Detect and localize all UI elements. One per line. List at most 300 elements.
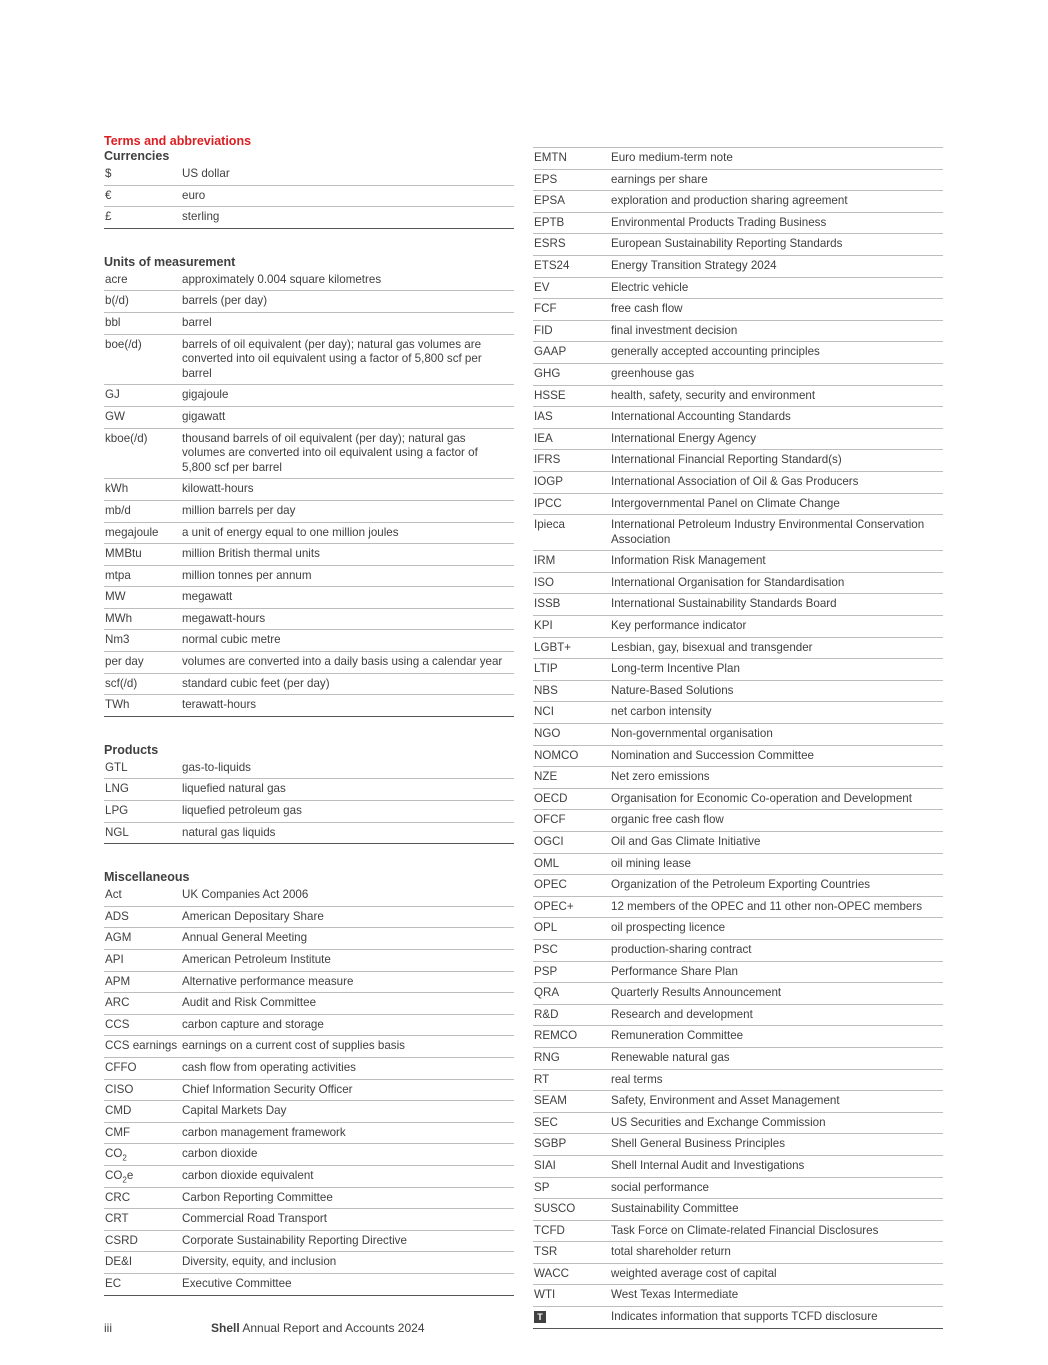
term-abbreviation — [534, 389, 611, 404]
term-abbreviation-text: $ — [105, 167, 112, 180]
term-abbreviation — [534, 216, 611, 231]
glossary-row — [104, 993, 514, 1015]
term-definition: Research and development — [611, 1007, 753, 1021]
term-abbreviation — [534, 1008, 611, 1023]
term-abbreviation-text: IFRS — [534, 453, 561, 467]
term-abbreviation — [534, 1051, 611, 1066]
term-abbreviation-text: CMD — [105, 1104, 132, 1118]
term-abbreviation — [534, 259, 611, 274]
term-abbreviation-text: EC — [105, 1276, 122, 1290]
glossary-row — [104, 1080, 514, 1102]
section-heading: Miscellaneous — [104, 870, 190, 885]
term-definition: Organisation for Economic Co-operation and Development — [611, 791, 912, 805]
term-abbreviation — [105, 1212, 182, 1227]
term-abbreviation — [534, 662, 611, 677]
term-abbreviation — [534, 302, 611, 317]
term-definition: thousand barrels of oil equivalent (per day); natural gas volumes are converted into oil equivalent using a factor of 5,800 scf per barrel — [182, 431, 478, 474]
term-abbreviation — [105, 1126, 182, 1141]
term-abbreviation-text: CRC — [105, 1190, 131, 1204]
term-abbreviation-text: EPS — [534, 172, 558, 186]
term-abbreviation — [534, 497, 611, 512]
glossary-row — [533, 616, 943, 638]
term-abbreviation-text: mtpa — [105, 568, 131, 582]
term-abbreviation — [105, 931, 182, 946]
term-abbreviation-text: scf(/d) — [105, 676, 138, 690]
term-abbreviation-suffix: e — [126, 1168, 134, 1182]
term-abbreviation — [105, 504, 182, 519]
term-definition: gas-to-liquids — [182, 760, 251, 774]
term-abbreviation — [534, 900, 611, 915]
glossary-row — [104, 566, 514, 588]
term-abbreviation-text: MW — [105, 590, 126, 604]
term-abbreviation — [534, 173, 611, 188]
term-definition: carbon dioxide equivalent — [182, 1168, 314, 1182]
glossary-row — [104, 885, 514, 907]
glossary-row — [533, 450, 943, 472]
term-abbreviation — [105, 1255, 182, 1270]
glossary-row — [533, 429, 943, 451]
term-abbreviation-text: API — [105, 953, 124, 966]
term-abbreviation-text: GJ — [105, 388, 120, 402]
term-abbreviation — [105, 1039, 182, 1054]
glossary-row — [533, 321, 943, 343]
term-abbreviation — [534, 792, 611, 807]
term-definition: barrels of oil equivalent (per day); natural gas volumes are converted into oil equivalent using a factor of 5,800 scf per barrel — [182, 337, 482, 380]
glossary-row — [533, 918, 943, 940]
term-definition: West Texas Intermediate — [611, 1288, 739, 1302]
glossary-row — [533, 234, 943, 256]
glossary-row — [533, 638, 943, 660]
term-definition: Alternative performance measure — [182, 974, 354, 988]
term-abbreviation — [534, 475, 611, 490]
glossary-row — [533, 746, 943, 768]
term-definition: natural gas liquids — [182, 825, 276, 839]
term-abbreviation — [534, 1224, 611, 1239]
term-definition: million barrels per day — [182, 503, 296, 517]
section-rows — [104, 270, 514, 717]
term-abbreviation — [534, 1073, 611, 1088]
term-definition: International Accounting Standards — [611, 410, 791, 424]
term-abbreviation-text: CISO — [105, 1082, 134, 1096]
term-abbreviation — [105, 888, 182, 903]
term-abbreviation — [534, 1116, 611, 1131]
glossary-section — [104, 870, 514, 1295]
term-abbreviation — [534, 237, 611, 252]
glossary-row — [104, 950, 514, 972]
term-abbreviation-text: kWh — [105, 482, 129, 496]
term-abbreviation-text: OPEC — [534, 878, 567, 892]
term-abbreviation-text: IEA — [534, 431, 553, 445]
term-abbreviation-text: € — [105, 188, 112, 202]
term-definition: Indicates information that supports TCFD disclosure — [611, 1310, 878, 1324]
footer-report-title: Annual Report and Accounts 2024 — [242, 1321, 425, 1335]
term-abbreviation-text: CRT — [105, 1212, 129, 1226]
term-abbreviation-text: OML — [534, 856, 560, 870]
term-abbreviation — [105, 1191, 182, 1206]
term-abbreviation — [105, 569, 182, 584]
section-rows — [104, 758, 514, 844]
glossary-section — [104, 255, 514, 717]
term-abbreviation-text: OPL — [534, 921, 558, 935]
term-definition: carbon management framework — [182, 1125, 346, 1139]
term-definition: Carbon Reporting Committee — [182, 1190, 333, 1204]
glossary-row — [533, 1285, 943, 1307]
term-abbreviation-text: CMF — [105, 1125, 131, 1139]
glossary-row — [104, 1274, 514, 1296]
term-abbreviation — [105, 761, 182, 776]
term-abbreviation — [105, 1104, 182, 1119]
glossary-row — [533, 1091, 943, 1113]
term-abbreviation — [534, 1267, 611, 1282]
glossary-row — [104, 758, 514, 780]
glossary-row — [533, 594, 943, 616]
term-abbreviation-text: GHG — [534, 366, 561, 380]
term-definition: earnings on a current cost of supplies basis — [182, 1039, 405, 1053]
section-heading: Products — [104, 742, 159, 757]
section-rows — [104, 164, 514, 229]
term-abbreviation — [534, 857, 611, 872]
term-definition: Intergovernmental Panel on Climate Change — [611, 496, 840, 510]
term-definition: oil prospecting licence — [611, 921, 726, 935]
term-definition: Shell Internal Audit and Investigations — [611, 1158, 805, 1172]
term-definition: Renewable natural gas — [611, 1050, 730, 1064]
glossary-row — [104, 587, 514, 609]
glossary-row — [533, 1221, 943, 1243]
glossary-row — [104, 164, 514, 186]
glossary-row — [104, 1252, 514, 1274]
term-definition: terawatt-hours — [182, 698, 257, 712]
term-abbreviation-text: SEAM — [534, 1094, 567, 1108]
term-definition: liquefied petroleum gas — [182, 804, 302, 818]
term-definition: final investment decision — [611, 323, 738, 337]
term-abbreviation-text: AGM — [105, 931, 132, 945]
term-definition: Diversity, equity, and inclusion — [182, 1255, 337, 1269]
term-definition: Environmental Products Trading Business — [611, 215, 827, 229]
glossary-row — [533, 659, 943, 681]
term-definition: gigajoule — [182, 388, 229, 402]
term-abbreviation-text: Nm3 — [105, 633, 130, 647]
term-abbreviation-text: £ — [105, 210, 112, 224]
term-abbreviation-text: EPTB — [534, 215, 565, 229]
page-number: iii — [104, 1321, 112, 1335]
glossary-section — [104, 149, 514, 229]
glossary-row — [533, 1005, 943, 1027]
term-definition: Oil and Gas Climate Initiative — [611, 835, 761, 848]
term-definition: normal cubic metre — [182, 633, 281, 647]
glossary-row — [104, 479, 514, 501]
glossary-row — [533, 832, 943, 854]
term-definition: Annual General Meeting — [182, 931, 308, 945]
term-abbreviation-text: CCS — [105, 1017, 130, 1031]
term-abbreviation — [534, 878, 611, 893]
term-abbreviation-text: MWh — [105, 611, 133, 625]
term-abbreviation — [105, 547, 182, 562]
term-definition: liquefied natural gas — [182, 782, 286, 796]
section-heading: Units of measurement — [104, 254, 236, 269]
term-abbreviation-text: IAS — [534, 410, 553, 424]
term-abbreviation — [105, 526, 182, 541]
term-definition: International Association of Oil & Gas Producers — [611, 474, 859, 488]
term-abbreviation-text: LGBT+ — [534, 640, 572, 654]
term-definition: sterling — [182, 210, 220, 224]
term-abbreviation — [534, 281, 611, 296]
term-abbreviation-text: boe(/d) — [105, 337, 142, 351]
glossary-row — [533, 1242, 943, 1264]
glossary-row — [104, 928, 514, 950]
glossary-row — [533, 724, 943, 746]
glossary-row — [104, 544, 514, 566]
term-abbreviation — [105, 338, 182, 382]
glossary-row — [533, 1026, 943, 1048]
term-definition: Electric vehicle — [611, 280, 689, 294]
glossary-row — [533, 515, 943, 551]
glossary-row — [104, 609, 514, 631]
term-abbreviation — [105, 189, 182, 204]
glossary-row — [533, 299, 943, 321]
term-definition: exploration and production sharing agreement — [611, 194, 848, 208]
term-abbreviation — [105, 782, 182, 797]
term-definition: Chief Information Security Officer — [182, 1082, 353, 1096]
page-title: Terms and abbreviations — [104, 134, 252, 148]
term-abbreviation — [534, 705, 611, 720]
term-abbreviation — [534, 1159, 611, 1174]
term-definition: Performance Share Plan — [611, 964, 738, 978]
term-abbreviation-text: IPCC — [534, 496, 562, 510]
term-definition: Commercial Road Transport — [182, 1212, 327, 1226]
term-definition: million British thermal units — [182, 547, 320, 561]
glossary-row — [533, 472, 943, 494]
term-abbreviation — [534, 813, 611, 828]
glossary-row — [533, 386, 943, 408]
term-abbreviation — [534, 151, 611, 166]
term-abbreviation — [105, 996, 182, 1011]
term-abbreviation-text: FID — [534, 323, 553, 337]
glossary-row — [104, 335, 514, 386]
term-definition: Euro medium-term note — [611, 151, 733, 164]
term-abbreviation — [105, 677, 182, 692]
term-abbreviation — [105, 210, 182, 225]
term-abbreviation — [534, 518, 611, 547]
term-definition: free cash flow — [611, 302, 683, 316]
term-abbreviation — [534, 1094, 611, 1109]
term-abbreviation — [105, 975, 182, 990]
tcfd-badge-icon: T — [534, 1311, 546, 1323]
term-definition: weighted average cost of capital — [611, 1266, 777, 1280]
term-abbreviation-text: EV — [534, 280, 550, 294]
term-definition: cash flow from operating activities — [182, 1060, 356, 1074]
glossary-row — [104, 1058, 514, 1080]
term-abbreviation — [534, 770, 611, 785]
term-definition: carbon dioxide — [182, 1147, 258, 1161]
glossary-row — [104, 270, 514, 292]
left-column — [104, 133, 514, 1322]
term-definition: European Sustainability Reporting Standards — [611, 237, 843, 251]
term-definition: Audit and Risk Committee — [182, 996, 317, 1010]
term-abbreviation — [105, 826, 182, 841]
term-abbreviation-text: CCS earnings — [105, 1039, 178, 1053]
term-abbreviation-text: CFFO — [105, 1060, 137, 1074]
right-abbreviation-list — [533, 147, 943, 1329]
term-definition: production-sharing contract — [611, 942, 752, 956]
glossary-row — [104, 186, 514, 208]
term-abbreviation — [534, 367, 611, 382]
term-abbreviation — [105, 910, 182, 925]
glossary-row — [104, 1188, 514, 1210]
term-abbreviation-text: SUSCO — [534, 1202, 576, 1216]
term-abbreviation-text: SIAI — [534, 1158, 556, 1172]
term-abbreviation — [534, 1029, 611, 1044]
term-definition: US dollar — [182, 167, 230, 180]
term-abbreviation-text: RNG — [534, 1050, 560, 1064]
term-abbreviation — [105, 167, 182, 182]
term-abbreviation — [105, 388, 182, 403]
footer-brand: Shell — [211, 1321, 240, 1335]
term-abbreviation-text: GTL — [105, 760, 128, 774]
term-abbreviation-text: b(/d) — [105, 294, 129, 308]
glossary-row — [104, 630, 514, 652]
term-abbreviation-text: NCI — [534, 705, 554, 719]
term-definition: US Securities and Exchange Commission — [611, 1115, 826, 1129]
term-abbreviation-text: NBS — [534, 683, 558, 697]
term-abbreviation-text: TSR — [534, 1245, 558, 1259]
right-column — [533, 147, 943, 1329]
term-abbreviation-text: WTI — [534, 1288, 556, 1302]
glossary-row — [104, 1231, 514, 1253]
term-abbreviation — [534, 1181, 611, 1196]
term-abbreviation — [105, 1083, 182, 1098]
term-definition: International Petroleum Industry Environmental Conservation Association — [611, 518, 925, 546]
term-definition: kilowatt-hours — [182, 482, 254, 496]
term-abbreviation-text: SGBP — [534, 1137, 567, 1151]
glossary-row — [104, 1036, 514, 1058]
glossary-row — [104, 779, 514, 801]
term-abbreviation-text: CO — [105, 1168, 123, 1182]
term-abbreviation — [105, 410, 182, 425]
term-abbreviation-text: EMTN — [534, 151, 567, 164]
term-abbreviation — [534, 554, 611, 569]
term-abbreviation-text: ARC — [105, 996, 130, 1010]
term-abbreviation-text: Ipieca — [534, 518, 565, 532]
term-definition: million tonnes per annum — [182, 568, 312, 582]
section-rows — [104, 885, 514, 1295]
term-abbreviation-text: DE&I — [105, 1255, 133, 1269]
term-abbreviation-text: PSC — [534, 942, 558, 956]
term-abbreviation — [534, 1137, 611, 1152]
term-abbreviation-text: SEC — [534, 1115, 558, 1129]
term-definition: International Organisation for Standardisation — [611, 575, 845, 589]
term-abbreviation-text: GW — [105, 409, 125, 423]
term-abbreviation-text: TWh — [105, 698, 130, 712]
glossary-row — [533, 1199, 943, 1221]
term-abbreviation — [534, 641, 611, 656]
glossary-row — [533, 983, 943, 1005]
glossary-row — [104, 801, 514, 823]
term-abbreviation-text: REMCO — [534, 1029, 578, 1043]
glossary-row — [533, 810, 943, 832]
term-abbreviation-text: ADS — [105, 909, 129, 923]
term-abbreviation-text: LPG — [105, 804, 129, 818]
term-definition: barrel — [182, 315, 212, 329]
left-sections — [104, 149, 514, 1296]
term-abbreviation — [105, 698, 182, 713]
term-abbreviation — [534, 943, 611, 958]
glossary-row — [104, 291, 514, 313]
term-abbreviation — [534, 576, 611, 591]
term-abbreviation-text: SP — [534, 1180, 550, 1194]
term-definition: Nature-Based Solutions — [611, 683, 734, 697]
term-definition: organic free cash flow — [611, 813, 724, 827]
term-definition: health, safety, security and environment — [611, 388, 816, 402]
term-abbreviation — [105, 804, 182, 819]
term-definition: Safety, Environment and Asset Management — [611, 1094, 840, 1108]
term-abbreviation-text: CSRD — [105, 1233, 138, 1247]
glossary-row — [104, 1123, 514, 1145]
term-abbreviation-text: OGCI — [534, 835, 564, 848]
term-abbreviation-text: FCF — [534, 302, 557, 316]
term-abbreviation-text: TCFD — [534, 1223, 565, 1237]
glossary-row — [533, 789, 943, 811]
term-abbreviation-subscript: 2 — [122, 1153, 127, 1163]
glossary-row — [533, 551, 943, 573]
glossary-row — [104, 823, 514, 845]
term-abbreviation — [105, 633, 182, 648]
term-definition: Organization of the Petroleum Exporting Countries — [611, 878, 871, 892]
term-abbreviation — [105, 655, 182, 670]
term-abbreviation-text: per day — [105, 655, 144, 669]
term-abbreviation — [534, 597, 611, 612]
term-definition: Information Risk Management — [611, 554, 766, 568]
term-abbreviation — [105, 294, 182, 309]
term-abbreviation — [105, 1169, 182, 1184]
glossary-row — [533, 407, 943, 429]
glossary-row — [104, 385, 514, 407]
term-abbreviation-text: ISO — [534, 575, 554, 589]
term-definition: gigawatt — [182, 409, 226, 423]
glossary-row — [533, 213, 943, 235]
term-abbreviation-text: NGL — [105, 825, 129, 839]
term-definition: total shareholder return — [611, 1245, 731, 1259]
term-definition: Sustainability Committee — [611, 1202, 739, 1216]
term-abbreviation-text: NOMCO — [534, 748, 579, 762]
glossary-section — [104, 743, 514, 844]
glossary-row — [104, 1209, 514, 1231]
glossary-row — [533, 191, 943, 213]
term-abbreviation-text: acre — [105, 272, 128, 286]
term-abbreviation-text: CO — [105, 1147, 123, 1161]
term-definition: Corporate Sustainability Reporting Directive — [182, 1233, 407, 1247]
term-abbreviation — [534, 921, 611, 936]
term-abbreviation-text: RT — [534, 1072, 550, 1086]
term-definition: Non-governmental organisation — [611, 727, 773, 741]
term-definition: Quarterly Results Announcement — [611, 986, 782, 1000]
term-abbreviation-text: megajoule — [105, 525, 159, 539]
glossary-row — [104, 972, 514, 994]
term-abbreviation — [534, 619, 611, 634]
term-definition: oil mining lease — [611, 856, 691, 870]
term-abbreviation-text: MMBtu — [105, 547, 142, 561]
term-abbreviation — [534, 194, 611, 209]
glossary-row — [104, 501, 514, 523]
glossary-row — [533, 1156, 943, 1178]
term-abbreviation-text: NZE — [534, 770, 558, 784]
glossary-row — [533, 364, 943, 386]
glossary-row — [533, 147, 943, 170]
section-heading: Currencies — [104, 149, 170, 163]
term-definition: generally accepted accounting principles — [611, 345, 820, 359]
term-definition: greenhouse gas — [611, 366, 695, 380]
term-abbreviation-text: OPEC+ — [534, 899, 574, 913]
term-definition: megawatt — [182, 590, 233, 604]
